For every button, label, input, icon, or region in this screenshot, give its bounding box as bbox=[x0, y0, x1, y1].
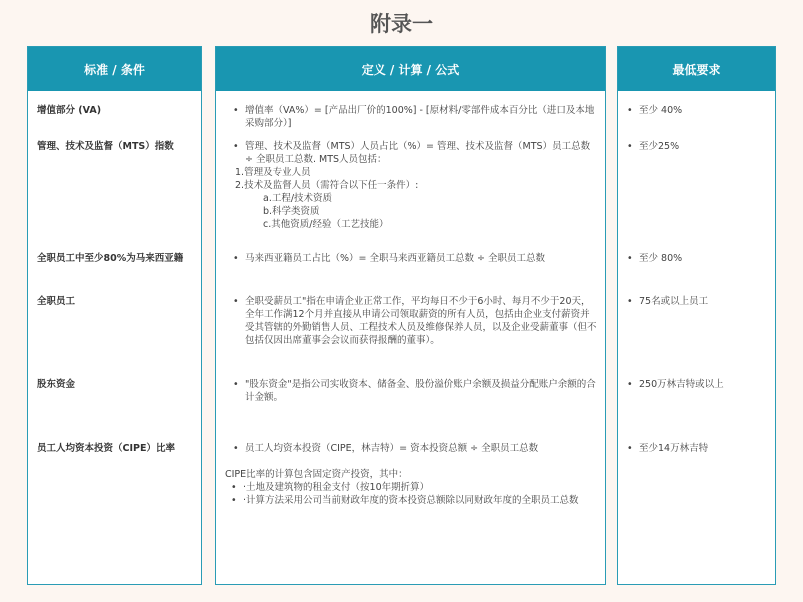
sub-item: b.科学类资质 bbox=[263, 206, 320, 217]
criterion: 全职员工 bbox=[37, 296, 76, 307]
criterion: 股东资金 bbox=[37, 379, 76, 390]
criterion: 增值部分 (VA) bbox=[37, 105, 102, 116]
criterion: 管理、技术及监督（MTS）指数 bbox=[37, 141, 174, 152]
minimum: • 至少25% bbox=[627, 140, 766, 153]
definition-block bbox=[215, 140, 617, 252]
definition: • 马来西亚籍员工占比（%）= 全职马来西亚籍员工总数 ÷ 全职员工总数 bbox=[233, 252, 597, 265]
page-title: 附录一 bbox=[370, 12, 433, 36]
definition: • 增值率（VA%）= [产品出厂价的100%] - [原材料/零部件成本百分比（进口及本地采购部分）] bbox=[233, 104, 597, 130]
note-item: • ·土地及建筑物的租金支付（按10年期折算） bbox=[231, 481, 597, 494]
definition-header: 定义 / 计算 / 公式 bbox=[216, 47, 605, 91]
minimum: • 至少 80% bbox=[627, 252, 766, 265]
minimum: • 75名或以上员工 bbox=[627, 295, 766, 308]
sub-item: c.其他资质/经验（工艺技能） bbox=[263, 219, 389, 230]
criteria-table bbox=[27, 104, 776, 507]
minimum: • 至少14万林吉特 bbox=[627, 442, 766, 455]
definition: • "股东资金"是指公司实收资本、储备金、股份溢价账户余额及损益分配账户余额的合计金额。 bbox=[233, 378, 597, 404]
criterion: 全职员工中至少80%为马来西亚籍 bbox=[37, 253, 184, 264]
definition-block bbox=[215, 442, 617, 507]
definition: • 员工人均资本投资（CIPE，林吉特）= 资本投资总额 ÷ 全职员工总数 bbox=[233, 442, 597, 455]
criteria-header: 标准 / 条件 bbox=[28, 47, 201, 91]
minimum: • 250万林吉特或以上 bbox=[627, 378, 766, 391]
sub-item: 2.技术及监督人员（需符合以下任一条件）: bbox=[235, 180, 419, 191]
minimum: • 至少 40% bbox=[627, 104, 766, 117]
sub-item: a.工程/技术资质 bbox=[263, 193, 333, 204]
criterion: 员工人均资本投资（CIPE）比率 bbox=[37, 443, 175, 454]
note-item: • ·计算方法采用公司当前财政年度的资本投资总额除以同财政年度的全职员工总数 bbox=[231, 494, 597, 507]
minimum-header: 最低要求 bbox=[618, 47, 775, 91]
definition: • 全职受薪员工"指在申请企业正常工作，平均每日不少于6小时、每月不少于20天，全年工作满12个月并直接从申请公司领取薪资的所有人员，包括由企业支付薪资并受其管辖的外勤销售人员、工程技术人员及维修保养人员，以及企业受薪董事（但不包括仅因出席董事会会议而获得报酬的董事）。 bbox=[233, 295, 597, 347]
definition: • 管理、技术及监督（MTS）人员占比（%）= 管理、技术及监督（MTS）员工总数 ÷ 全职员工总数. MTS人员包括： bbox=[233, 140, 597, 166]
note: CIPE比率的计算包含固定资产投资，其中： bbox=[225, 469, 408, 480]
sub-item: 1.管理及专业人员 bbox=[235, 167, 311, 178]
